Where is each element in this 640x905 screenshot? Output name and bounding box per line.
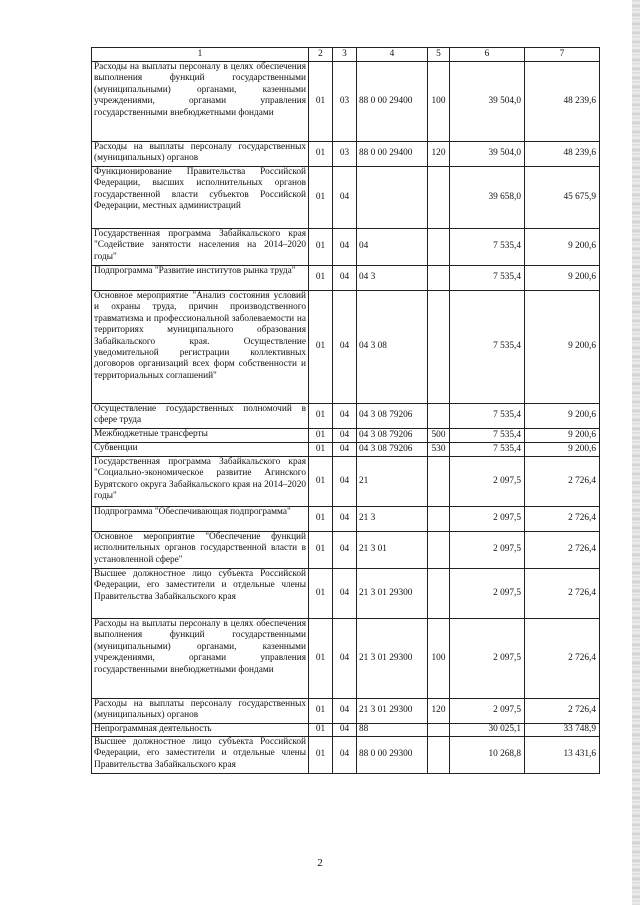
section-code-cell: 01 (309, 699, 333, 724)
section-code-cell: 01 (309, 724, 333, 737)
item-name-cell: Межбюджетные трансферты (92, 429, 309, 443)
subsection-code-cell: 04 (333, 229, 357, 266)
amount-year2-cell: 9 200,6 (525, 443, 600, 457)
subsection-code-cell: 03 (333, 62, 357, 142)
table-body (92, 62, 600, 774)
section-code-cell: 01 (309, 266, 333, 291)
item-name-cell: Расходы на выплаты персоналу государственных (муниципальных) органов (92, 142, 309, 167)
amount-year1-cell: 2 097,5 (450, 699, 525, 724)
subsection-code-cell: 03 (333, 142, 357, 167)
subsection-code-cell: 04 (333, 737, 357, 774)
item-name-cell: Субвенции (92, 443, 309, 457)
target-item-code-cell: 88 0 00 29300 (357, 737, 428, 774)
item-name-cell: Основное мероприятие "Обеспечение функций исполнительных органов государственной власти в установленной сфере" (92, 532, 309, 569)
expense-type-code-cell: 100 (428, 62, 450, 142)
expense-type-code-cell: 500 (428, 429, 450, 443)
subsection-code-cell: 04 (333, 291, 357, 404)
table-row (92, 266, 600, 291)
item-name-cell: Высшее должностное лицо субъекта Российской Федерации, его заместители и отдельные члены Правительства Забайкальского края (92, 569, 309, 619)
subsection-code-cell: 04 (333, 569, 357, 619)
amount-year1-cell: 10 268,8 (450, 737, 525, 774)
header-cell: 4 (357, 48, 428, 62)
amount-year2-cell: 9 200,6 (525, 229, 600, 266)
page-number: 2 (317, 857, 323, 869)
item-name-cell: Государственная программа Забайкальского края "Содействие занятости населения на 2014–2020 годы" (92, 229, 309, 266)
subsection-code-cell: 04 (333, 507, 357, 532)
table-row (92, 62, 600, 142)
scanned-page-edge (632, 0, 640, 905)
item-name-cell: Высшее должностное лицо субъекта Российской Федерации, его заместители и отдельные члены Правительства Забайкальского края (92, 737, 309, 774)
item-name-cell: Функционирование Правительства Российской Федерации, высших исполнительных органов государственной власти субъектов Российской Федерации, местных администраций (92, 167, 309, 229)
section-code-cell: 01 (309, 532, 333, 569)
amount-year2-cell: 9 200,6 (525, 404, 600, 429)
expense-type-code-cell: 530 (428, 443, 450, 457)
amount-year2-cell: 2 726,4 (525, 569, 600, 619)
target-item-code-cell: 04 3 (357, 266, 428, 291)
target-item-code-cell: 21 3 01 29300 (357, 619, 428, 699)
target-item-code-cell: 88 0 00 29400 (357, 62, 428, 142)
amount-year1-cell: 39 658,0 (450, 167, 525, 229)
expense-type-code-cell (428, 266, 450, 291)
table-row (92, 724, 600, 737)
target-item-code-cell: 04 (357, 229, 428, 266)
section-code-cell: 01 (309, 142, 333, 167)
section-code-cell: 01 (309, 167, 333, 229)
section-code-cell: 01 (309, 291, 333, 404)
amount-year2-cell: 2 726,4 (525, 532, 600, 569)
amount-year1-cell: 30 025,1 (450, 724, 525, 737)
subsection-code-cell: 04 (333, 532, 357, 569)
section-code-cell: 01 (309, 62, 333, 142)
section-code-cell: 01 (309, 229, 333, 266)
expense-type-code-cell (428, 532, 450, 569)
item-name-cell: Непрограммная деятельность (92, 724, 309, 737)
target-item-code-cell: 21 3 01 (357, 532, 428, 569)
amount-year2-cell: 2 726,4 (525, 457, 600, 507)
item-name-cell: Подпрограмма "Развитие институтов рынка труда" (92, 266, 309, 291)
item-name-cell: Основное мероприятие "Анализ состояния условий и охраны труда, причин производственного травматизма и профессиональной заболеваемости на территориях муниципального образования Забайкальского края. Осуществление уведомительной регистрации коллективных договоров организаций всех форм собственности и территориальных соглашений" (92, 291, 309, 404)
subsection-code-cell: 04 (333, 167, 357, 229)
amount-year2-cell: 48 239,6 (525, 62, 600, 142)
expense-type-code-cell (428, 569, 450, 619)
expense-type-code-cell: 120 (428, 142, 450, 167)
header-cell: 3 (333, 48, 357, 62)
section-code-cell: 01 (309, 429, 333, 443)
amount-year2-cell: 9 200,6 (525, 429, 600, 443)
amount-year2-cell: 33 748,9 (525, 724, 600, 737)
amount-year1-cell: 39 504,0 (450, 142, 525, 167)
expense-type-code-cell (428, 737, 450, 774)
section-code-cell: 01 (309, 443, 333, 457)
item-name-cell: Государственная программа Забайкальского края "Социально-экономическое развитие Агинского Бурятского округа Забайкальского края на 2014–2020 годы" (92, 457, 309, 507)
amount-year1-cell: 2 097,5 (450, 507, 525, 532)
expense-type-code-cell (428, 457, 450, 507)
header-cell: 7 (525, 48, 600, 62)
table-header-row (92, 48, 600, 62)
budget-table-sheet (91, 47, 599, 774)
amount-year1-cell: 7 535,4 (450, 404, 525, 429)
target-item-code-cell: 04 3 08 79206 (357, 443, 428, 457)
budget-table (91, 47, 600, 774)
target-item-code-cell: 04 3 08 79206 (357, 404, 428, 429)
item-name-cell: Осуществление государственных полномочий в сфере труда (92, 404, 309, 429)
subsection-code-cell: 04 (333, 619, 357, 699)
amount-year1-cell: 2 097,5 (450, 532, 525, 569)
item-name-cell: Подпрограмма "Обеспечивающая подпрограмма" (92, 507, 309, 532)
table-row (92, 569, 600, 619)
amount-year1-cell: 7 535,4 (450, 291, 525, 404)
expense-type-code-cell (428, 229, 450, 266)
table-row (92, 737, 600, 774)
subsection-code-cell: 04 (333, 429, 357, 443)
table-row (92, 142, 600, 167)
item-name-cell: Расходы на выплаты персоналу в целях обеспечения выполнения функций государственными (муниципальными) органами, казенными учреждениями, органами управления государственными внебюджетными фондами (92, 62, 309, 142)
subsection-code-cell: 04 (333, 699, 357, 724)
amount-year1-cell: 2 097,5 (450, 619, 525, 699)
amount-year1-cell: 7 535,4 (450, 443, 525, 457)
table-row (92, 443, 600, 457)
table-row (92, 404, 600, 429)
header-cell: 2 (309, 48, 333, 62)
subsection-code-cell: 04 (333, 457, 357, 507)
table-row (92, 507, 600, 532)
section-code-cell: 01 (309, 404, 333, 429)
table-row (92, 291, 600, 404)
target-item-code-cell: 88 0 00 29400 (357, 142, 428, 167)
section-code-cell: 01 (309, 457, 333, 507)
amount-year2-cell: 9 200,6 (525, 266, 600, 291)
table-row (92, 429, 600, 443)
item-name-cell: Расходы на выплаты персоналу в целях обеспечения выполнения функций государственными (муниципальными) органами, казенными учреждениями, органами управления государственными внебюджетными фондами (92, 619, 309, 699)
amount-year1-cell: 7 535,4 (450, 429, 525, 443)
amount-year1-cell: 7 535,4 (450, 229, 525, 266)
expense-type-code-cell (428, 724, 450, 737)
target-item-code-cell: 21 (357, 457, 428, 507)
amount-year1-cell: 2 097,5 (450, 569, 525, 619)
amount-year2-cell: 2 726,4 (525, 699, 600, 724)
target-item-code-cell: 21 3 (357, 507, 428, 532)
expense-type-code-cell: 120 (428, 699, 450, 724)
target-item-code-cell: 88 (357, 724, 428, 737)
target-item-code-cell: 04 3 08 (357, 291, 428, 404)
amount-year1-cell: 2 097,5 (450, 457, 525, 507)
table-row (92, 167, 600, 229)
expense-type-code-cell (428, 167, 450, 229)
table-row (92, 532, 600, 569)
table-row (92, 229, 600, 266)
expense-type-code-cell (428, 507, 450, 532)
table-row (92, 699, 600, 724)
amount-year2-cell: 2 726,4 (525, 507, 600, 532)
header-cell: 5 (428, 48, 450, 62)
amount-year1-cell: 7 535,4 (450, 266, 525, 291)
table-row (92, 457, 600, 507)
amount-year2-cell: 2 726,4 (525, 619, 600, 699)
subsection-code-cell: 04 (333, 404, 357, 429)
header-cell: 6 (450, 48, 525, 62)
subsection-code-cell: 04 (333, 724, 357, 737)
amount-year2-cell: 45 675,9 (525, 167, 600, 229)
item-name-cell: Расходы на выплаты персоналу государственных (муниципальных) органов (92, 699, 309, 724)
section-code-cell: 01 (309, 507, 333, 532)
amount-year2-cell: 48 239,6 (525, 142, 600, 167)
section-code-cell: 01 (309, 737, 333, 774)
section-code-cell: 01 (309, 569, 333, 619)
header-cell: 1 (92, 48, 309, 62)
amount-year2-cell: 9 200,6 (525, 291, 600, 404)
expense-type-code-cell (428, 404, 450, 429)
target-item-code-cell: 21 3 01 29300 (357, 569, 428, 619)
expense-type-code-cell (428, 291, 450, 404)
subsection-code-cell: 04 (333, 266, 357, 291)
section-code-cell: 01 (309, 619, 333, 699)
expense-type-code-cell: 100 (428, 619, 450, 699)
amount-year1-cell: 39 504,0 (450, 62, 525, 142)
target-item-code-cell (357, 167, 428, 229)
target-item-code-cell: 21 3 01 29300 (357, 699, 428, 724)
amount-year2-cell: 13 431,6 (525, 737, 600, 774)
subsection-code-cell: 04 (333, 443, 357, 457)
table-row (92, 619, 600, 699)
target-item-code-cell: 04 3 08 79206 (357, 429, 428, 443)
